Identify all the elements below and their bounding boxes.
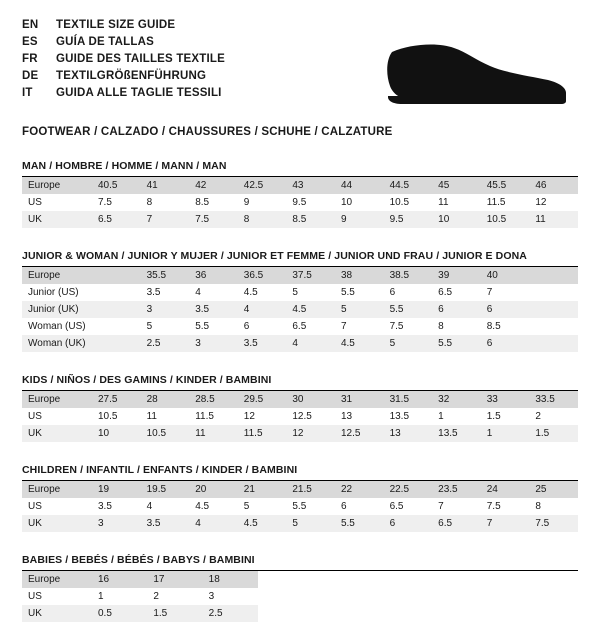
size-cell: 36.5 (238, 267, 287, 284)
size-cell: 6 (238, 318, 287, 335)
size-section (22, 250, 578, 352)
table-row (22, 194, 578, 211)
table-row (22, 498, 578, 515)
size-cell: 6 (384, 284, 433, 301)
size-cell: 6.5 (286, 318, 335, 335)
size-cell: 3.5 (92, 498, 141, 515)
dress-shoe-icon (380, 30, 570, 110)
size-cell: 43 (286, 177, 335, 194)
section-title: CHILDREN / INFANTIL / ENFANTS / KINDER / BAMBINI (22, 464, 578, 481)
size-cell: 31.5 (384, 391, 433, 408)
size-cell: 45.5 (481, 177, 530, 194)
language-code: FR (22, 53, 38, 65)
size-cell: 10.5 (384, 194, 433, 211)
table-row (22, 605, 258, 622)
size-cell: 3.5 (189, 301, 238, 318)
size-cell: 6.5 (384, 498, 433, 515)
size-cell: 40 (481, 267, 530, 284)
language-row (22, 35, 225, 50)
size-cell: 22.5 (384, 481, 433, 498)
size-cell: 27.5 (92, 391, 141, 408)
size-cell: 19.5 (141, 481, 190, 498)
size-cell: 18 (203, 571, 258, 588)
size-cell: 23.5 (432, 481, 481, 498)
size-cell: 19 (92, 481, 141, 498)
size-cell: 5 (238, 498, 287, 515)
size-cell: 9 (335, 211, 384, 228)
size-cell: 5.5 (335, 515, 384, 532)
language-code: IT (22, 87, 33, 99)
row-label: Europe (22, 481, 92, 498)
size-cell: 5.5 (384, 301, 433, 318)
size-cell: 21 (238, 481, 287, 498)
size-cell: 6 (481, 335, 530, 352)
size-cell: 1.5 (481, 408, 530, 425)
size-cell: 11 (189, 425, 238, 442)
size-cell: 4 (189, 515, 238, 532)
size-cell: 6 (335, 498, 384, 515)
size-cell: 4 (286, 335, 335, 352)
size-cell: 2.5 (141, 335, 190, 352)
size-cell: 7 (335, 318, 384, 335)
size-cell: 9.5 (286, 194, 335, 211)
size-cell: 7 (432, 498, 481, 515)
size-cell: 8.5 (286, 211, 335, 228)
row-label: US (22, 194, 92, 211)
row-label: UK (22, 515, 92, 532)
size-cell (92, 267, 141, 284)
size-cell (92, 318, 141, 335)
row-label: US (22, 498, 92, 515)
size-cell: 8 (141, 194, 190, 211)
size-cell: 40.5 (92, 177, 141, 194)
table-row (22, 177, 578, 194)
size-cell: 1 (432, 408, 481, 425)
table-row (22, 588, 258, 605)
size-cell: 3.5 (141, 515, 190, 532)
size-cell: 33 (481, 391, 530, 408)
size-cell: 11.5 (481, 194, 530, 211)
row-label: Junior (UK) (22, 301, 92, 318)
size-cell: 4.5 (189, 498, 238, 515)
size-cell: 44 (335, 177, 384, 194)
size-cell: 5.5 (286, 498, 335, 515)
size-cell (529, 301, 578, 318)
size-cell: 12 (529, 194, 578, 211)
size-cell: 7 (481, 284, 530, 301)
table-row (22, 211, 578, 228)
size-cell: 7.5 (481, 498, 530, 515)
language-guide-title: TEXTILE SIZE GUIDE (56, 19, 176, 31)
language-code: DE (22, 70, 39, 82)
size-cell: 44.5 (384, 177, 433, 194)
size-table (22, 391, 578, 442)
size-cell: 11.5 (189, 408, 238, 425)
size-cell: 7.5 (189, 211, 238, 228)
table-row (22, 267, 578, 284)
size-cell: 24 (481, 481, 530, 498)
size-cell: 4 (141, 498, 190, 515)
size-cell: 5 (286, 515, 335, 532)
section-title: JUNIOR & WOMAN / JUNIOR Y MUJER / JUNIOR ET FEMME / JUNIOR UND FRAU / JUNIOR E DONA (22, 250, 578, 267)
row-label: US (22, 408, 92, 425)
size-cell: 17 (147, 571, 202, 588)
category-heading: FOOTWEAR / CALZADO / CHAUSSURES / SCHUHE / CALZATURE (22, 126, 393, 138)
size-cell: 36 (189, 267, 238, 284)
size-cell: 2 (529, 408, 578, 425)
size-cell: 10 (432, 211, 481, 228)
size-cell: 39 (432, 267, 481, 284)
size-cell: 5 (286, 284, 335, 301)
size-cell: 11 (432, 194, 481, 211)
size-table (22, 481, 578, 532)
size-cell: 1 (92, 588, 147, 605)
size-tables-container (22, 160, 578, 622)
size-section (22, 464, 578, 532)
language-row (22, 52, 225, 67)
size-cell: 7 (481, 515, 530, 532)
language-row (22, 86, 225, 101)
size-cell (92, 284, 141, 301)
table-row (22, 481, 578, 498)
size-cell: 11 (529, 211, 578, 228)
size-cell (529, 267, 578, 284)
size-table (22, 267, 578, 352)
row-label: Europe (22, 391, 92, 408)
size-cell: 5 (335, 301, 384, 318)
size-cell: 4.5 (286, 301, 335, 318)
size-cell: 6 (481, 301, 530, 318)
table-row (22, 515, 578, 532)
size-cell: 31 (335, 391, 384, 408)
size-cell: 2.5 (203, 605, 258, 622)
size-cell: 7.5 (384, 318, 433, 335)
size-cell: 8.5 (481, 318, 530, 335)
size-cell: 12 (238, 408, 287, 425)
size-cell: 5.5 (189, 318, 238, 335)
size-cell: 6 (384, 515, 433, 532)
size-cell (92, 335, 141, 352)
size-cell: 4 (238, 301, 287, 318)
size-cell: 6.5 (432, 284, 481, 301)
size-cell: 12 (286, 425, 335, 442)
size-cell: 30 (286, 391, 335, 408)
size-cell: 2 (147, 588, 202, 605)
size-cell: 7.5 (92, 194, 141, 211)
size-cell: 11.5 (238, 425, 287, 442)
language-row (22, 69, 225, 84)
size-cell (529, 284, 578, 301)
size-cell: 5 (141, 318, 190, 335)
size-cell (529, 318, 578, 335)
size-cell: 10.5 (141, 425, 190, 442)
size-table (22, 571, 258, 622)
row-label: Europe (22, 177, 92, 194)
table-row (22, 425, 578, 442)
size-cell: 46 (529, 177, 578, 194)
size-cell: 37.5 (286, 267, 335, 284)
size-cell: 1.5 (529, 425, 578, 442)
size-section (22, 160, 578, 228)
size-cell: 42.5 (238, 177, 287, 194)
row-label: Europe (22, 571, 92, 588)
size-cell: 13 (335, 408, 384, 425)
size-cell: 6.5 (432, 515, 481, 532)
table-row (22, 391, 578, 408)
table-row (22, 301, 578, 318)
size-cell: 20 (189, 481, 238, 498)
size-cell: 9 (238, 194, 287, 211)
language-title-list (22, 18, 225, 101)
size-cell: 3 (92, 515, 141, 532)
size-cell: 4.5 (238, 284, 287, 301)
row-label: UK (22, 425, 92, 442)
size-cell: 3 (189, 335, 238, 352)
size-cell: 8 (432, 318, 481, 335)
size-cell: 45 (432, 177, 481, 194)
size-cell: 12.5 (286, 408, 335, 425)
size-cell: 3.5 (238, 335, 287, 352)
size-cell: 5 (384, 335, 433, 352)
document-header (22, 18, 578, 110)
language-guide-title: GUÍA DE TALLAS (56, 36, 154, 48)
size-cell: 10.5 (481, 211, 530, 228)
size-cell: 0.5 (92, 605, 147, 622)
size-cell: 35.5 (141, 267, 190, 284)
size-cell: 21.5 (286, 481, 335, 498)
size-cell: 7 (141, 211, 190, 228)
size-section (22, 554, 578, 622)
size-cell: 16 (92, 571, 147, 588)
size-cell: 5.5 (335, 284, 384, 301)
size-cell: 13.5 (384, 408, 433, 425)
size-cell: 12.5 (335, 425, 384, 442)
section-title: KIDS / NIÑOS / DES GAMINS / KINDER / BAMBINI (22, 374, 578, 391)
table-row (22, 408, 578, 425)
size-cell: 10 (92, 425, 141, 442)
row-label: Woman (UK) (22, 335, 92, 352)
size-cell: 25 (529, 481, 578, 498)
size-cell: 4 (189, 284, 238, 301)
size-cell: 7.5 (529, 515, 578, 532)
size-cell: 28.5 (189, 391, 238, 408)
size-cell: 28 (141, 391, 190, 408)
size-cell: 3.5 (141, 284, 190, 301)
row-label: US (22, 588, 92, 605)
size-cell: 10 (335, 194, 384, 211)
section-title: MAN / HOMBRE / HOMME / MANN / MAN (22, 160, 578, 177)
language-code: EN (22, 19, 39, 31)
size-cell: 4.5 (335, 335, 384, 352)
size-cell: 11 (141, 408, 190, 425)
size-cell: 8 (529, 498, 578, 515)
table-row (22, 335, 578, 352)
size-cell (92, 301, 141, 318)
row-label: Junior (US) (22, 284, 92, 301)
row-label: UK (22, 605, 92, 622)
row-label: UK (22, 211, 92, 228)
size-section (22, 374, 578, 442)
language-guide-title: GUIDE DES TAILLES TEXTILE (56, 53, 225, 65)
table-row (22, 318, 578, 335)
size-cell: 42 (189, 177, 238, 194)
size-cell: 5.5 (432, 335, 481, 352)
size-table (22, 177, 578, 228)
size-cell: 3 (141, 301, 190, 318)
size-cell: 3 (203, 588, 258, 605)
table-row (22, 571, 258, 588)
size-cell: 8 (238, 211, 287, 228)
language-guide-title: GUIDA ALLE TAGLIE TESSILI (56, 87, 222, 99)
row-label: Woman (US) (22, 318, 92, 335)
size-cell: 13 (384, 425, 433, 442)
language-guide-title: TEXTILGRÖßENFÜHRUNG (56, 70, 207, 82)
language-code: ES (22, 36, 38, 48)
size-cell: 32 (432, 391, 481, 408)
size-cell: 8.5 (189, 194, 238, 211)
size-cell: 22 (335, 481, 384, 498)
size-cell: 4.5 (238, 515, 287, 532)
size-cell: 13.5 (432, 425, 481, 442)
size-cell: 41 (141, 177, 190, 194)
size-cell: 6.5 (92, 211, 141, 228)
size-cell: 6 (432, 301, 481, 318)
section-title: BABIES / BEBÉS / BÉBÉS / BABYS / BAMBINI (22, 554, 578, 571)
size-cell: 38 (335, 267, 384, 284)
row-label: Europe (22, 267, 92, 284)
size-cell: 9.5 (384, 211, 433, 228)
size-cell: 38.5 (384, 267, 433, 284)
size-cell: 10.5 (92, 408, 141, 425)
size-cell (529, 335, 578, 352)
size-cell: 29.5 (238, 391, 287, 408)
language-row (22, 18, 225, 33)
size-cell: 1 (481, 425, 530, 442)
table-row (22, 284, 578, 301)
size-cell: 1.5 (147, 605, 202, 622)
size-cell: 33.5 (529, 391, 578, 408)
